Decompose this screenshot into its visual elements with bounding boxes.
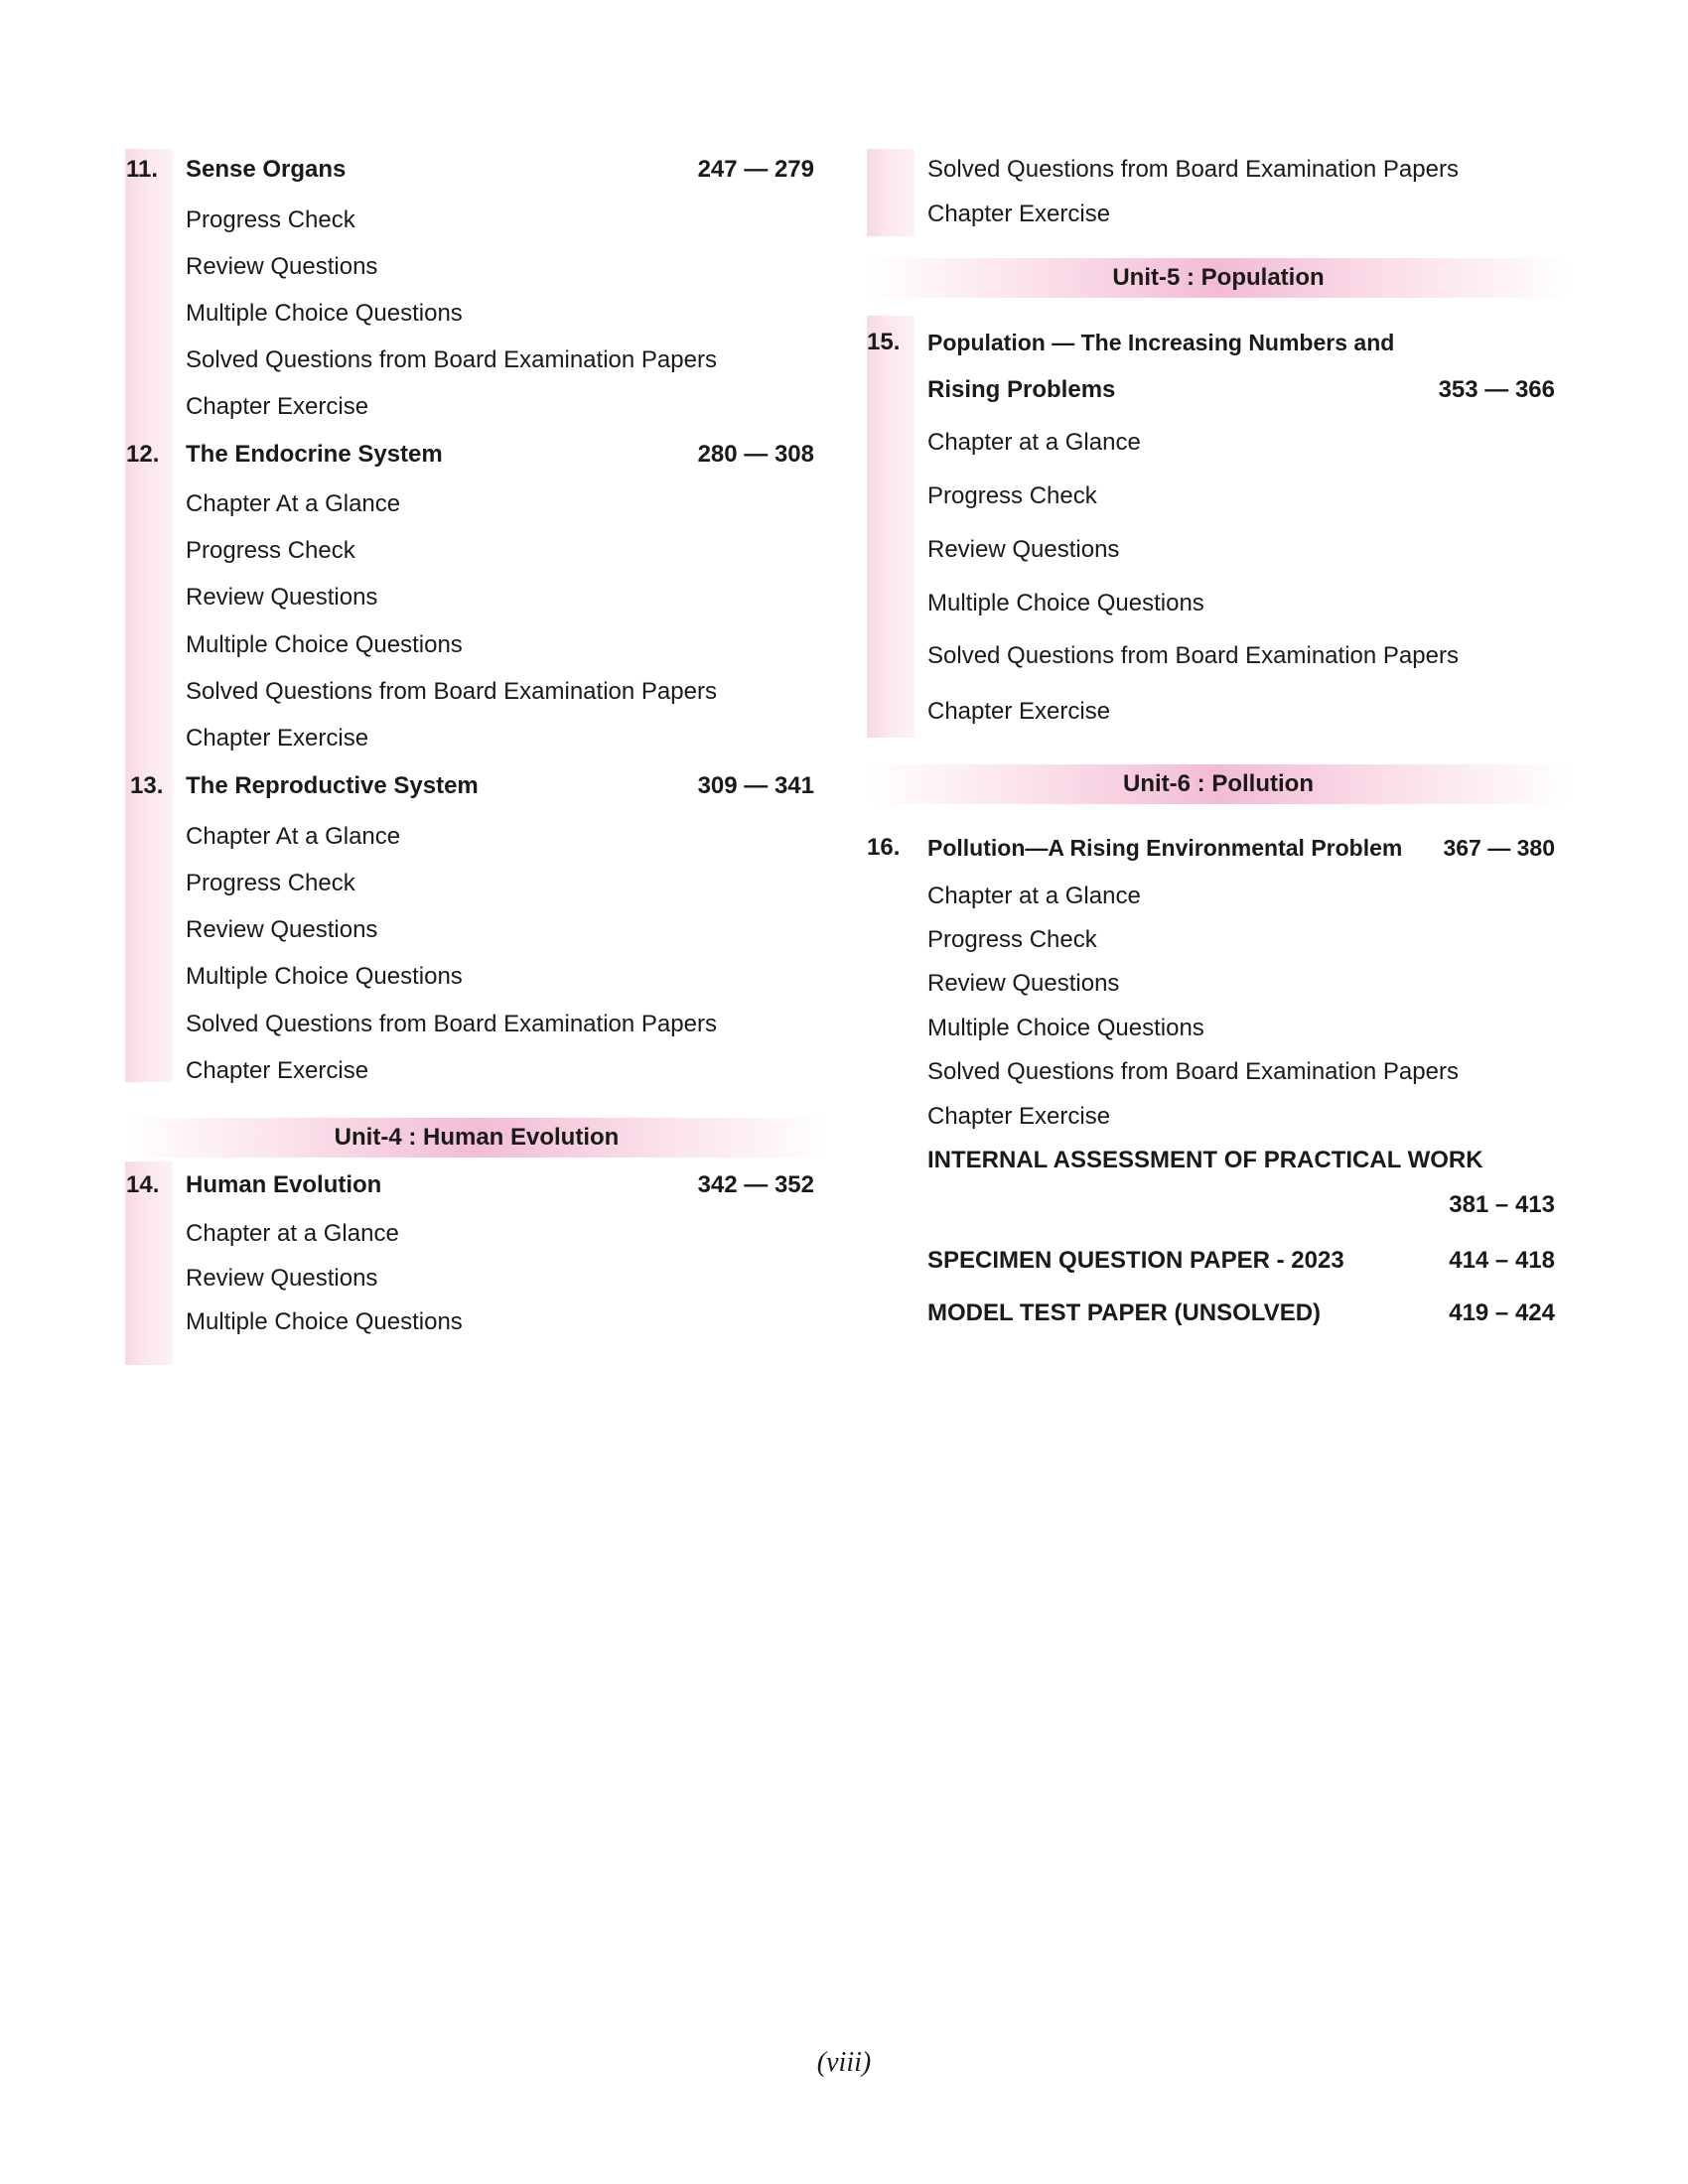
toc-item[interactable]: Review Questions bbox=[186, 916, 378, 943]
right-strip-a bbox=[867, 149, 914, 236]
model-test-paper-title[interactable]: MODEL TEST PAPER (UNSOLVED) bbox=[927, 1299, 1322, 1326]
toc-item[interactable]: Review Questions bbox=[927, 536, 1120, 563]
toc-item[interactable]: Chapter at a Glance bbox=[927, 883, 1141, 909]
chapter-12-title[interactable]: The Endocrine System bbox=[186, 441, 443, 468]
unit-5-band bbox=[867, 258, 1570, 298]
chapter-15-title-line2[interactable]: Rising Problems bbox=[927, 376, 1116, 403]
chapter-15-title-line1[interactable]: Population — The Increasing Numbers and bbox=[927, 330, 1395, 355]
toc-item[interactable]: Review Questions bbox=[186, 584, 378, 611]
toc-item[interactable]: Chapter At a Glance bbox=[186, 823, 401, 850]
toc-item[interactable]: Chapter Exercise bbox=[927, 698, 1111, 725]
unit-4-band bbox=[125, 1118, 828, 1158]
toc-item[interactable]: Chapter Exercise bbox=[186, 725, 369, 751]
unit-6-title: Unit-6 : Pollution bbox=[1123, 770, 1314, 797]
chapter-13-title[interactable]: The Reproductive System bbox=[186, 772, 479, 799]
specimen-paper-title[interactable]: SPECIMEN QUESTION PAPER - 2023 bbox=[927, 1247, 1344, 1274]
toc-item[interactable]: Review Questions bbox=[186, 253, 378, 280]
toc-item[interactable]: Multiple Choice Questions bbox=[186, 1308, 463, 1335]
toc-item[interactable]: Chapter Exercise bbox=[186, 393, 369, 420]
toc-item[interactable]: Solved Questions from Board Examination Papers bbox=[927, 642, 1459, 669]
unit-4-title: Unit-4 : Human Evolution bbox=[334, 1124, 620, 1151]
chapter-12-pages: 280 — 308 bbox=[697, 441, 814, 468]
toc-item[interactable]: Solved Questions from Board Examination Papers bbox=[186, 346, 717, 373]
toc-item[interactable]: Solved Questions from Board Examination Papers bbox=[927, 156, 1459, 183]
toc-item[interactable]: Chapter Exercise bbox=[186, 1057, 369, 1084]
chapter-12-number: 12. bbox=[126, 441, 160, 468]
right-strip-b bbox=[867, 316, 914, 738]
toc-item[interactable]: Progress Check bbox=[186, 870, 355, 896]
chapter-11-title[interactable]: Sense Organs bbox=[186, 156, 347, 183]
toc-item[interactable]: Multiple Choice Questions bbox=[927, 590, 1204, 616]
toc-item[interactable]: Multiple Choice Questions bbox=[927, 1015, 1204, 1041]
chapter-14-title[interactable]: Human Evolution bbox=[186, 1171, 382, 1198]
chapter-16-pages: 367 — 380 bbox=[1443, 835, 1555, 861]
page-number: (viii) bbox=[816, 2047, 872, 2078]
left-strip-a bbox=[125, 149, 173, 1082]
toc-item[interactable]: Multiple Choice Questions bbox=[186, 963, 463, 990]
chapter-11-number: 11. bbox=[126, 156, 159, 183]
toc-item[interactable]: Progress Check bbox=[186, 537, 355, 564]
toc-item[interactable]: Progress Check bbox=[927, 926, 1097, 953]
unit-6-band bbox=[867, 764, 1570, 804]
toc-item[interactable]: Chapter Exercise bbox=[927, 1103, 1111, 1130]
toc-item[interactable]: Multiple Choice Questions bbox=[186, 300, 463, 327]
internal-assessment-pages: 381 – 413 bbox=[1449, 1191, 1555, 1218]
toc-item[interactable]: Chapter Exercise bbox=[927, 201, 1111, 227]
internal-assessment-title[interactable]: INTERNAL ASSESSMENT OF PRACTICAL WORK bbox=[927, 1147, 1483, 1173]
toc-item[interactable]: Multiple Choice Questions bbox=[186, 631, 463, 658]
chapter-15-number: 15. bbox=[867, 329, 901, 355]
chapter-15-pages: 353 — 366 bbox=[1438, 376, 1555, 403]
chapter-11-pages: 247 — 279 bbox=[697, 156, 814, 183]
specimen-paper-pages: 414 – 418 bbox=[1449, 1247, 1555, 1274]
toc-item[interactable]: Progress Check bbox=[186, 206, 355, 233]
chapter-13-pages: 309 — 341 bbox=[697, 772, 814, 799]
chapter-16-number: 16. bbox=[867, 834, 901, 861]
toc-item[interactable]: Review Questions bbox=[186, 1265, 378, 1292]
toc-item[interactable]: Solved Questions from Board Examination Papers bbox=[927, 1058, 1459, 1085]
toc-item[interactable]: Progress Check bbox=[927, 482, 1097, 509]
toc-item[interactable]: Chapter at a Glance bbox=[186, 1220, 399, 1247]
toc-item[interactable]: Solved Questions from Board Examination Papers bbox=[186, 678, 717, 705]
chapter-14-number: 14. bbox=[126, 1171, 160, 1198]
unit-5-title: Unit-5 : Population bbox=[1112, 264, 1325, 291]
toc-item[interactable]: Chapter At a Glance bbox=[186, 490, 401, 517]
chapter-13-number: 13. bbox=[130, 772, 164, 799]
toc-item[interactable]: Solved Questions from Board Examination Papers bbox=[186, 1011, 717, 1037]
model-test-paper-pages: 419 – 424 bbox=[1449, 1299, 1555, 1326]
toc-item[interactable]: Chapter at a Glance bbox=[927, 429, 1141, 456]
toc-item[interactable]: Review Questions bbox=[927, 970, 1120, 997]
chapter-16-title[interactable]: Pollution—A Rising Environmental Problem bbox=[927, 835, 1403, 861]
chapter-14-pages: 342 — 352 bbox=[697, 1171, 814, 1198]
